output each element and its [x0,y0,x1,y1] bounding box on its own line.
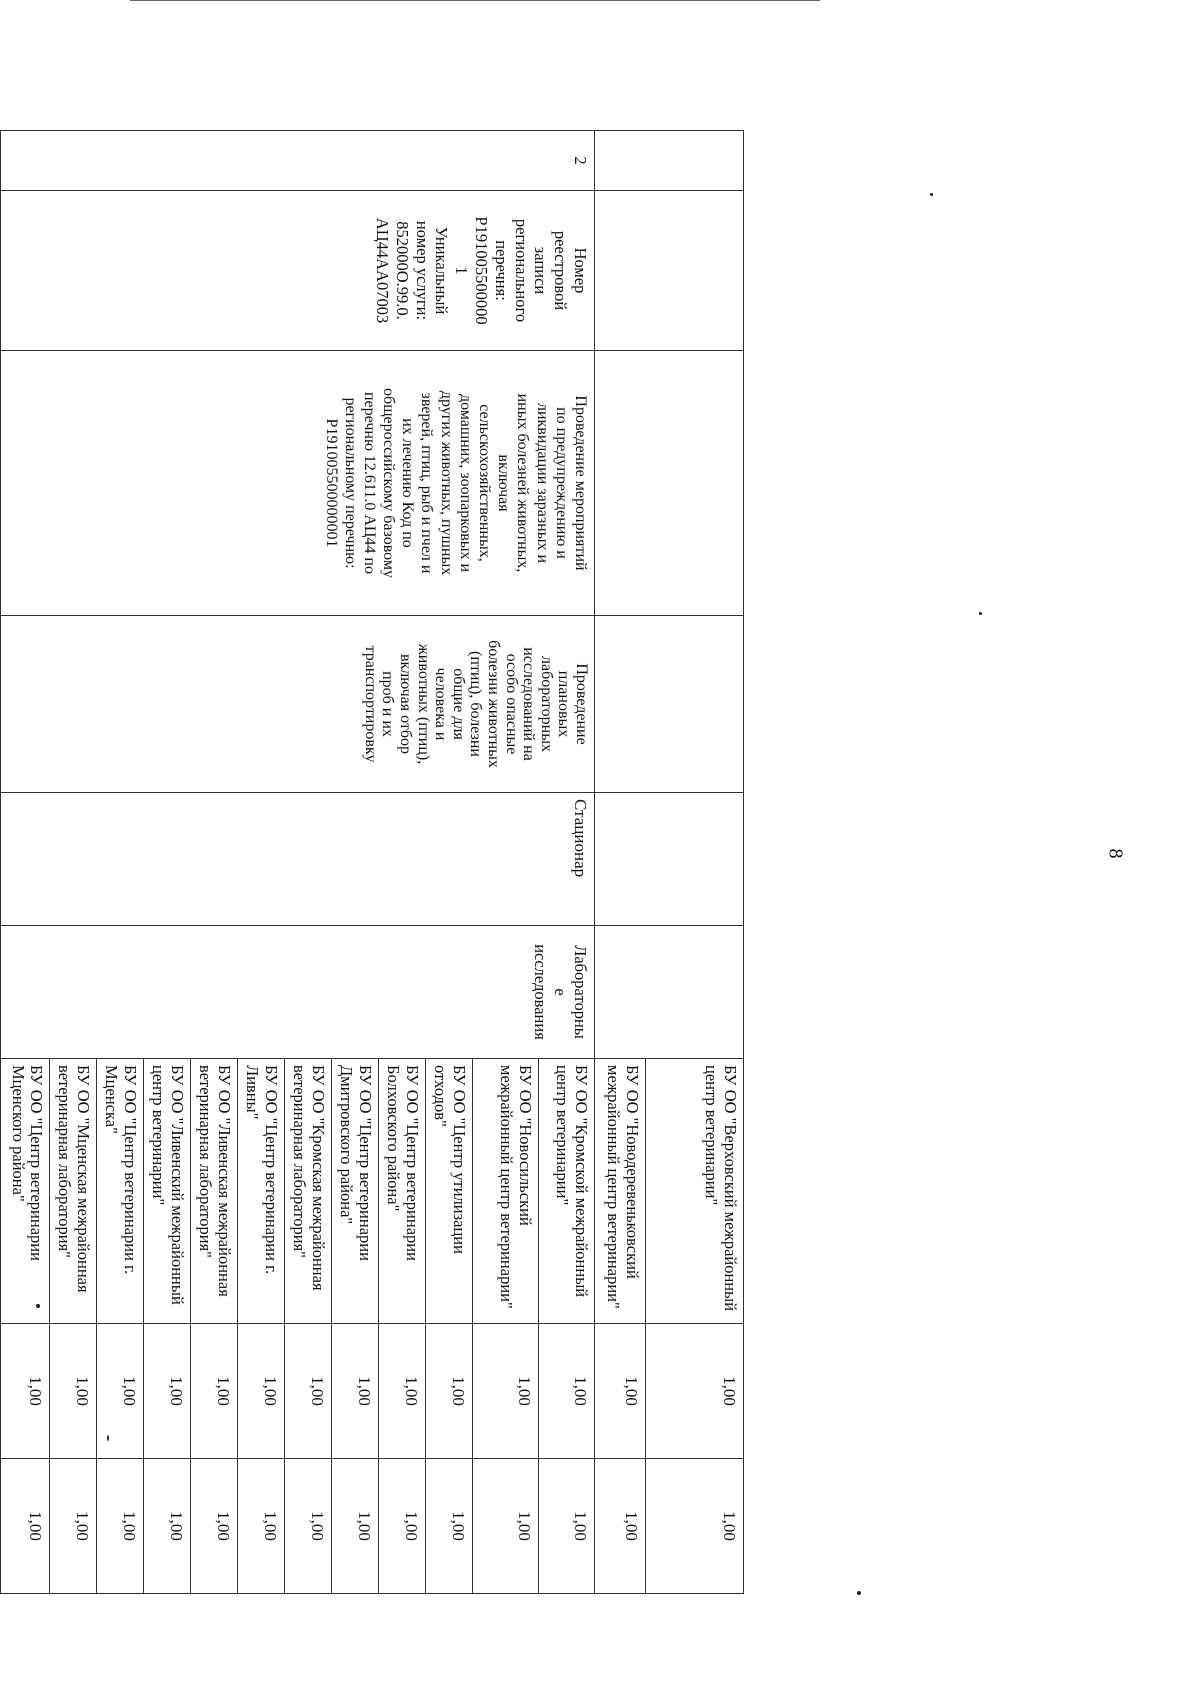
cell-line: регионального [511,218,531,323]
cell-line: реестровой [551,230,571,311]
value-cell: 1,00 [473,1324,539,1459]
value-cell: 1,00 [285,1324,332,1459]
value-cell: 1,00 [379,1324,426,1459]
value-cell: 1,00 [97,1459,144,1594]
service-name-cell [1,351,595,616]
organization-name-cell: БУ ОО "Центр ветеринарии г. Ливны" [238,1059,285,1324]
rotated-table-container [8,130,744,1593]
cell-line: транспортировку [361,645,379,763]
registry-cell-empty [595,191,744,351]
value-cell: 1,00 [50,1324,97,1459]
cell-line: номер услуги: [412,220,432,321]
cell-line: записи [531,246,551,295]
value-cell: 1,00 [426,1459,473,1594]
value-cell: 1,00 [595,1459,646,1594]
value-cell: 1,00 [285,1459,332,1594]
number-cell-empty [595,131,744,191]
cell-line: человека и [432,667,450,741]
organization-name-cell: БУ ОО "Мценская межрайонная ветеринарная лаборатория" [50,1059,97,1324]
cell-line: исследования [531,944,551,1040]
registry-number-cell [1,191,595,351]
column-number-cell: 2 [1,131,595,191]
cell-line: общие для [449,668,467,740]
value-cell: 1,00 [426,1324,473,1459]
cell-line: исследований на [520,647,538,761]
organization-name-cell: БУ ОО "Новосильский межрайонный центр ветеринарии" [473,1059,539,1324]
organization-name-cell: БУ ОО "Кромской межрайонный центр ветеринарии" [539,1059,595,1324]
value-cell: 1,00 [144,1459,191,1594]
cell-line: ликвидации заразных и [533,402,551,564]
value-cell: 1,00 [539,1459,595,1594]
cell-line: животных (птиц), [414,643,432,765]
cell-line: их лечению Код по [399,418,417,548]
cell-line: плановых [555,670,573,738]
cell-line: Р191005500000 [472,216,492,325]
cell-line: Номер [571,247,590,294]
value-cell: 1,00 [1,1459,50,1594]
cell-line: включая [495,454,513,512]
cell-line: перечня: [491,240,511,301]
cell-line: перечню 12.611.0 АЦ44 по [360,391,378,574]
table-body [1,131,744,1594]
value-cell: 1,00 [646,1324,744,1459]
organization-name-cell: БУ ОО "Центр ветеринарии Болховского района" [379,1059,426,1324]
condition-cell-empty [595,793,744,926]
scan-speck [979,612,982,615]
value-cell: 1,00 [646,1459,744,1594]
scan-speck [857,1591,861,1595]
value-cell: 1,00 [238,1459,285,1594]
cell-line: включая отбор [397,653,415,755]
value-cell: 1,00 [539,1324,595,1459]
cell-line: АЦ44АА07003 [373,217,393,324]
value-cell: 1,00 [332,1324,379,1459]
organization-name-cell: БУ ОО "Кромская межрайонная ветеринарная лаборатория" [285,1059,332,1324]
cell-line: болезни животных [485,640,503,768]
cell-line: проб и их [379,671,397,737]
value-cell: 1,00 [50,1459,97,1594]
cell-line: 1 [452,266,472,275]
table-row [646,131,744,1594]
organization-name-cell: БУ ОО "Центр утилизации отходов" [426,1059,473,1324]
value-cell: 1,00 [144,1324,191,1459]
table-row [539,131,595,1594]
type-cell-empty [595,926,744,1059]
service-cell-empty [595,351,744,616]
cell-line: Проведение [573,663,590,745]
scan-top-edge-line [130,0,820,1]
organization-name-cell: БУ ОО "Центр ветеринарии Мценского района" [1,1059,50,1324]
cell-line: Р191005500000001 [322,418,340,548]
registry-table [1,130,745,1594]
cell-line: Лабораторны [571,945,590,1039]
cell-line: домашних, зоопарковых и [456,393,474,573]
value-cell: 1,00 [379,1459,426,1594]
service-condition-cell: Стационар [1,793,595,926]
cell-line: (птиц), болезни [467,651,485,757]
value-cell: 1,00 [191,1459,238,1594]
cell-line: сельскохозяйственных, [476,404,494,562]
service-type-cell [1,926,595,1059]
value-cell: 1,00 [191,1324,238,1459]
organization-name-cell: БУ ОО "Ливенская межрайонная ветеринарная лаборатория" [191,1059,238,1324]
organization-name-cell: БУ ОО "Центр ветеринарии г. Мценска" [97,1059,144,1324]
service-content-cell [1,616,595,793]
organization-name-cell: БУ ОО "Центр ветеринарии Дмитровского района" [332,1059,379,1324]
cell-line: других животных, пушных [437,390,455,576]
organization-name-cell: БУ ОО "Новодеревеньковский межрайонный центр ветеринарии" [595,1059,646,1324]
organization-name-cell: БУ ОО "Ливенский межрайонный центр ветеринарии" [144,1059,191,1324]
value-cell: 1,00 [473,1459,539,1594]
value-cell: 1,00 [1,1324,50,1459]
value-cell: 1,00 [97,1324,144,1459]
page-number: 8 [1104,848,1127,859]
cell-line: региональному перечню: [341,397,359,569]
cell-line: особо опасные [502,653,520,755]
cell-line: иных болезней животных, [514,393,532,573]
cell-line: общероссийскому базовому [380,388,398,578]
cell-line: по предупреждению и [552,407,570,559]
organization-name-cell: БУ ОО "Верховский межрайонный центр ветеринарии" [646,1059,744,1324]
value-cell: 1,00 [332,1459,379,1594]
content-cell-empty [595,616,744,793]
cell-line: Уникальный [432,226,452,315]
cell-line: е [551,988,571,996]
cell-line: лабораторных [537,655,555,752]
scan-speck [930,193,933,196]
cell-line: Проведение мероприятий [572,395,589,571]
value-cell: 1,00 [238,1324,285,1459]
cell-line: 852000О.99.0. [392,221,412,320]
value-cell: 1,00 [595,1324,646,1459]
cell-line: зверей, птиц, рыб и пчел и [418,392,436,574]
